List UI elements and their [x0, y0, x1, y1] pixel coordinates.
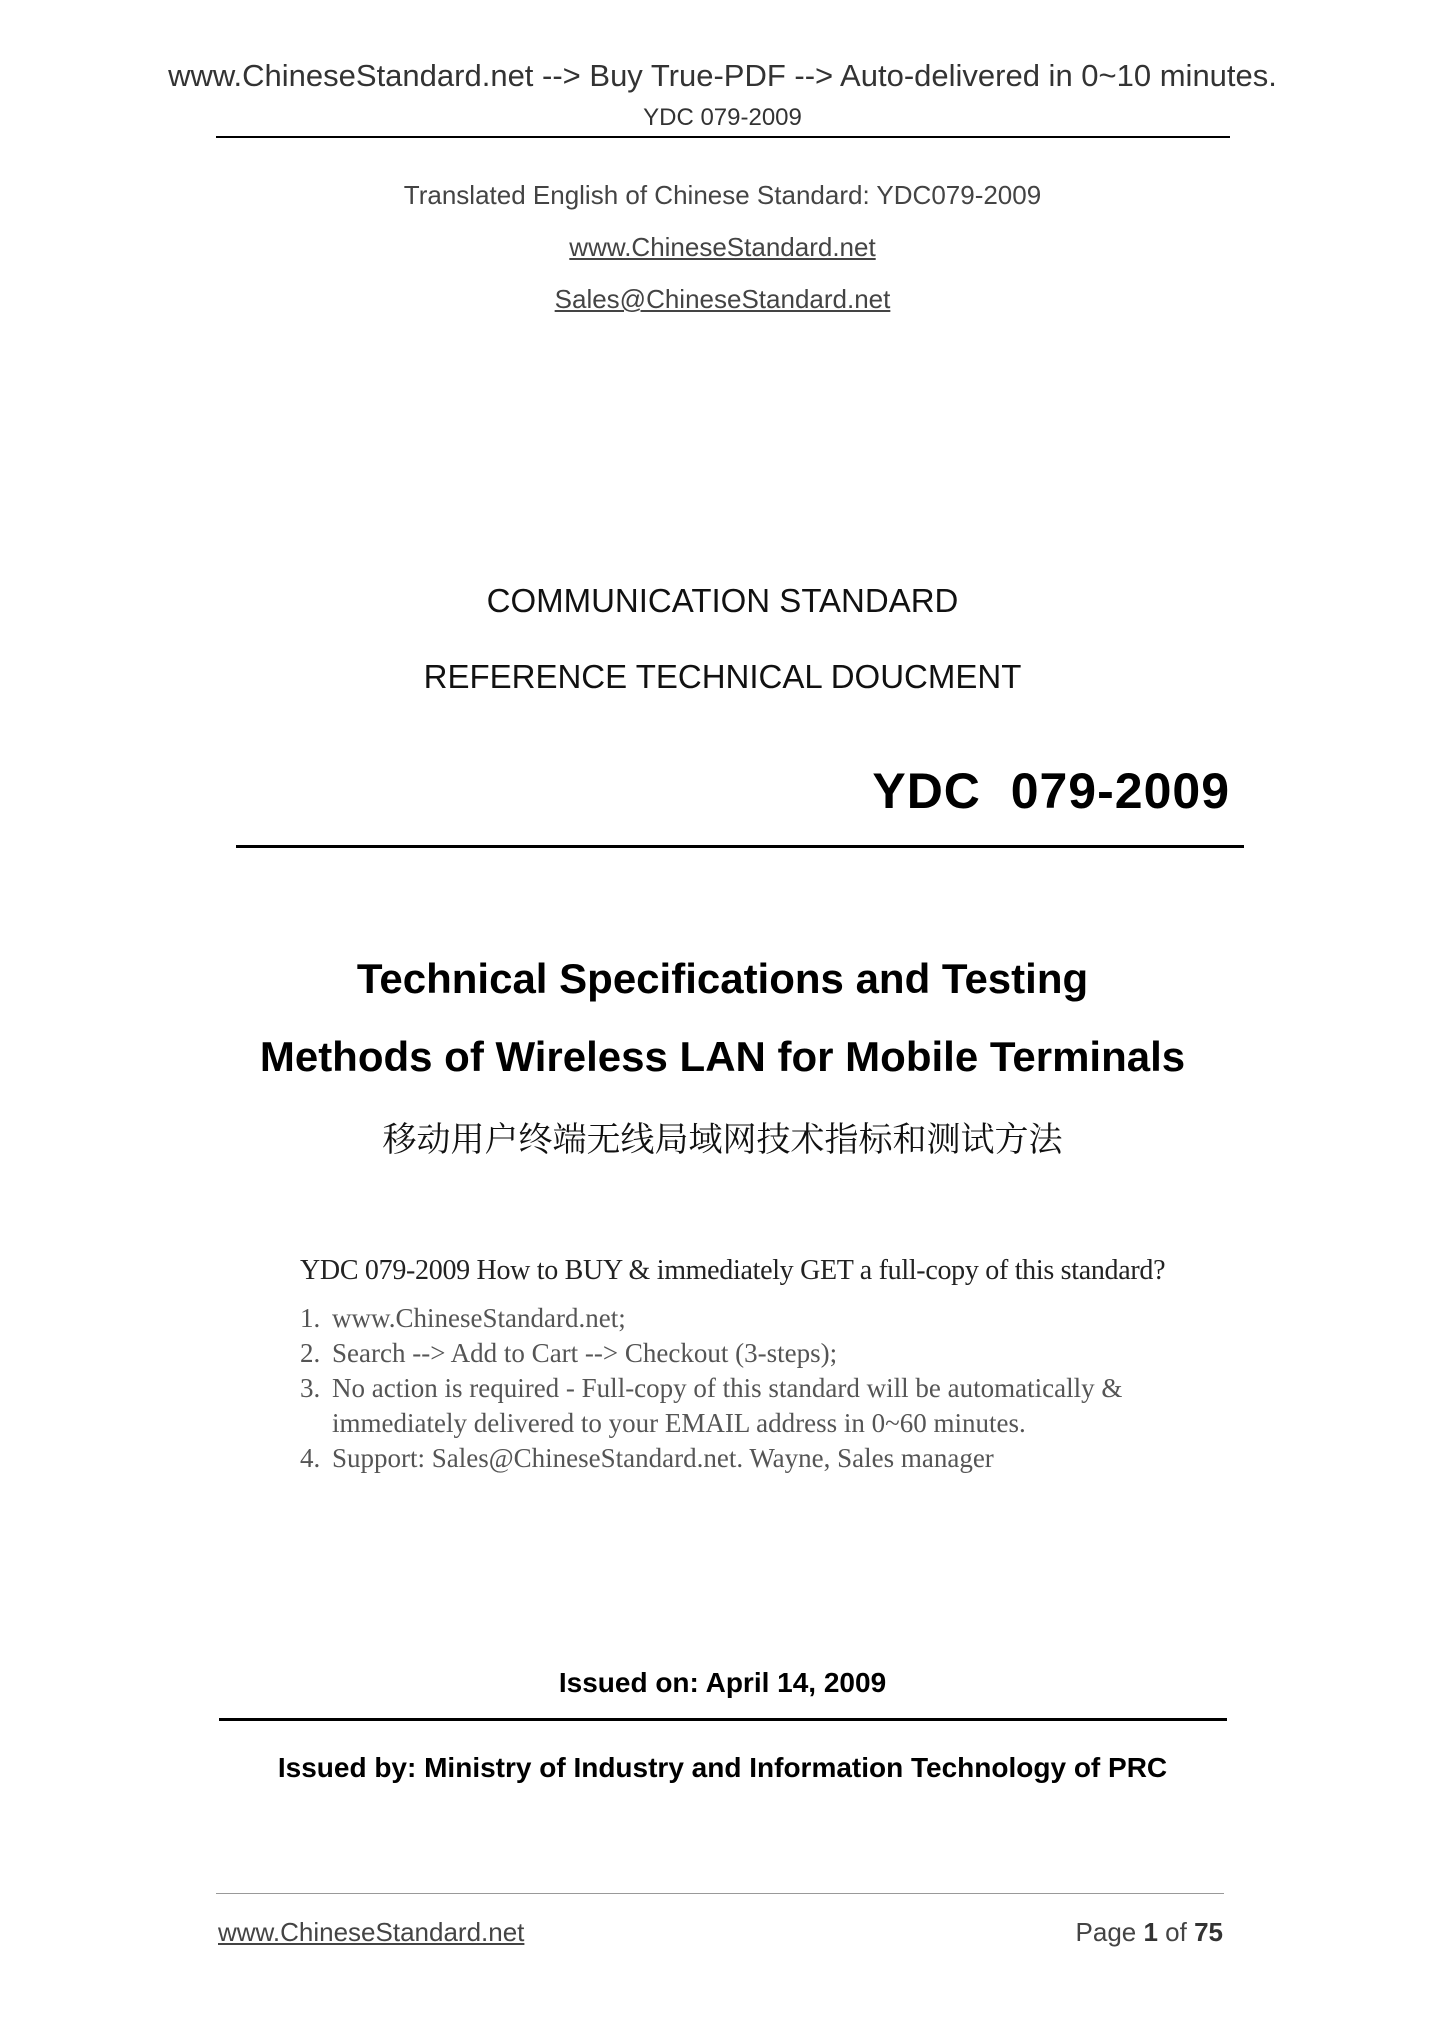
document-category: COMMUNICATION STANDARD [486, 582, 959, 619]
issued-by: Issued by: Ministry of Industry and Information Technology of PRC [277, 1752, 1168, 1783]
step-text: Search --> Add to Cart --> Checkout (3-steps); [332, 1338, 838, 1368]
step-text: Support: Sales@ChineseStandard.net. Wayne, Sales manager [332, 1443, 994, 1473]
document-subcategory: REFERENCE TECHNICAL DOUCMENT [423, 658, 1022, 695]
site-link[interactable]: www.ChineseStandard.net [569, 232, 876, 262]
list-item [300, 1441, 1200, 1476]
list-item [300, 1301, 1200, 1336]
step-number: 2. [300, 1338, 321, 1368]
email-link[interactable]: Sales@ChineseStandard.net [554, 284, 891, 314]
header-divider [216, 136, 1230, 138]
page-prefix: Page [1075, 1917, 1144, 1947]
step-number: 4. [300, 1443, 321, 1473]
footer-site-link[interactable]: www.ChineseStandard.net [218, 1917, 525, 1947]
top-banner: www.ChineseStandard.net --> Buy True-PDF --> Auto-delivered in 0~10 minutes. [168, 58, 1277, 93]
site-link-wrapper [0, 232, 1445, 263]
list-item [300, 1336, 1200, 1371]
header-code: YDC 079-2009 [643, 104, 802, 131]
title-chinese: 移动用户终端无线局域网技术指标和测试方法 [382, 1120, 1063, 1160]
list-item [300, 1371, 1200, 1441]
step-text: www.ChineseStandard.net; [332, 1303, 626, 1333]
buy-instructions [300, 1255, 1200, 1476]
page-current: 1 [1143, 1917, 1158, 1947]
buy-steps [300, 1301, 1200, 1476]
buy-heading: YDC 079-2009 How to BUY & immediately GET a full-copy of this standard? [300, 1255, 1166, 1286]
document-code-divider [236, 845, 1244, 848]
document-code: YDC 079-2009 [872, 763, 1230, 819]
step-number: 1. [300, 1303, 321, 1333]
issued-on: Issued on: April 14, 2009 [558, 1667, 887, 1698]
title-line-1: Technical Specifications and Testing [356, 955, 1089, 1002]
step-number: 3. [300, 1373, 321, 1403]
translated-note: Translated English of Chinese Standard: YDC079-2009 [403, 180, 1042, 210]
step-text: No action is required - Full-copy of this standard will be automatically & immediately delivered to your EMAIL address in 0~60 minutes. [332, 1373, 1123, 1438]
title-line-2: Methods of Wireless LAN for Mobile Terminals [259, 1033, 1186, 1080]
page-indicator [1076, 1917, 1223, 1948]
issued-divider [219, 1718, 1227, 1721]
email-link-wrapper [0, 284, 1445, 315]
page-total: 75 [1194, 1917, 1223, 1947]
footer-divider [216, 1893, 1224, 1894]
page-of: of [1157, 1917, 1195, 1947]
